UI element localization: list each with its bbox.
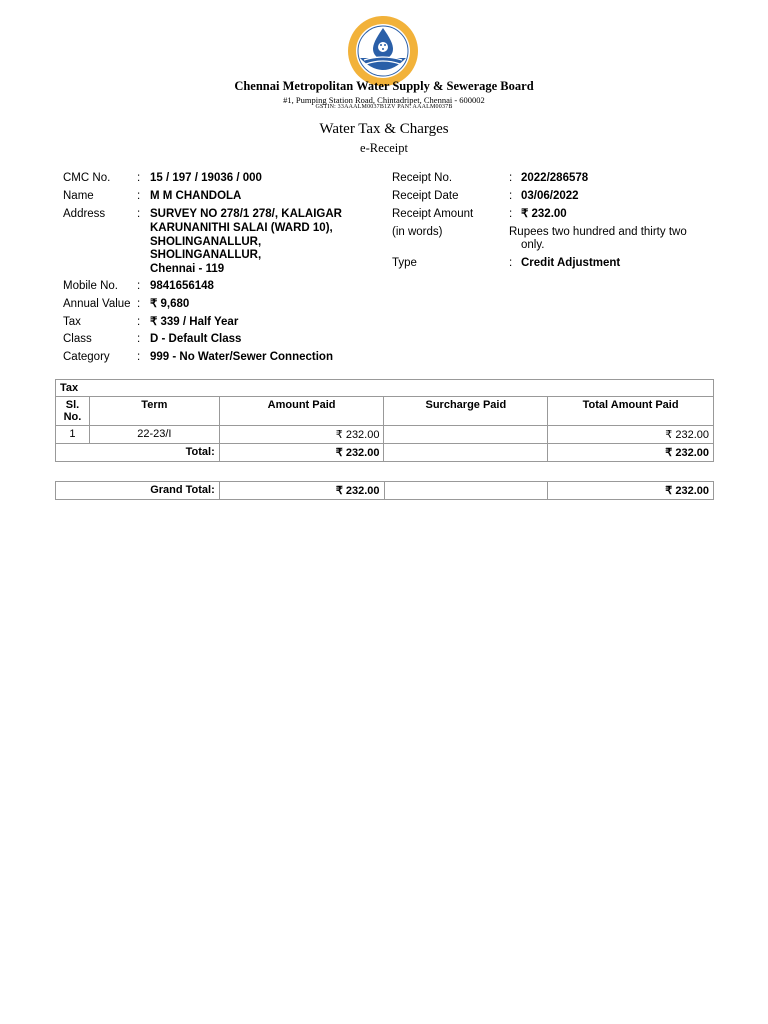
- name-value: M M CHANDOLA: [150, 190, 242, 202]
- class-value: D - Default Class: [150, 333, 242, 345]
- total-amount-paid-cell: ₹ 232.00: [548, 426, 714, 444]
- mobile-label: Mobile No.: [63, 280, 118, 292]
- colon: :: [137, 208, 141, 220]
- address-label: Address: [63, 208, 106, 220]
- colon: :: [509, 172, 513, 184]
- tax-table: [55, 379, 714, 462]
- table-header-row: [56, 397, 714, 426]
- type-label: Type: [392, 257, 417, 269]
- colon: :: [509, 190, 513, 202]
- type-value: Credit Adjustment: [521, 257, 621, 269]
- document-subtitle: e-Receipt: [360, 141, 408, 155]
- grand-total-row: [56, 482, 714, 500]
- colon: :: [509, 257, 513, 269]
- tax-value: ₹ 339 / Half Year: [150, 316, 239, 328]
- receipt-no-label: Receipt No.: [392, 172, 453, 184]
- address-line-4: SHOLINGANALLUR,: [150, 249, 262, 261]
- amount-paid-cell: ₹ 232.00: [219, 426, 384, 444]
- cmwssb-seal-icon: [346, 14, 420, 88]
- total-surcharge-paid: [384, 444, 548, 462]
- term-header: Term: [89, 397, 219, 426]
- colon: :: [137, 351, 141, 363]
- grand-total-total-amount-paid: ₹ 232.00: [548, 482, 714, 500]
- cmc-no-value: 15 / 197 / 19036 / 000: [150, 172, 262, 184]
- receipt-amount-value: ₹ 232.00: [521, 208, 567, 220]
- tax-section-title: Tax: [56, 380, 714, 397]
- in-words-label: (in words): [392, 226, 443, 238]
- sl-no-header: Sl. No.: [56, 397, 90, 426]
- address-line-5: Chennai - 119: [150, 263, 225, 275]
- colon: :: [137, 172, 141, 184]
- grand-total-surcharge-paid: [384, 482, 548, 500]
- receipt-amount-label: Receipt Amount: [392, 208, 474, 220]
- org-name: Chennai Metropolitan Water Supply & Sewerage Board: [234, 79, 534, 93]
- name-label: Name: [63, 190, 94, 202]
- org-gstin: GSTIN: 33AAALM0037B1ZV PAN: AAALM0037B: [315, 104, 453, 110]
- tax-label: Tax: [63, 316, 81, 328]
- total-amount-paid: ₹ 232.00: [219, 444, 384, 462]
- colon: :: [509, 208, 513, 220]
- total-total-amount-paid: ₹ 232.00: [548, 444, 714, 462]
- address-line-2: KARUNANITHI SALAI (WARD 10),: [150, 222, 333, 234]
- document-title: Water Tax & Charges: [319, 121, 449, 137]
- in-words-line-1: Rupees two hundred and thirty two: [509, 226, 687, 238]
- grand-total-label: Grand Total:: [56, 482, 220, 500]
- receipt-no-value: 2022/286578: [521, 172, 589, 184]
- org-address: #1, Pumping Station Road, Chintadripet, Chennai - 600002: [283, 95, 485, 105]
- grand-total-amount-paid: ₹ 232.00: [219, 482, 384, 500]
- tax-section-row: [56, 380, 714, 397]
- receipt-date-value: 03/06/2022: [521, 190, 579, 202]
- colon: :: [137, 316, 141, 328]
- term-cell: 22-23/I: [89, 426, 219, 444]
- colon: :: [137, 298, 141, 310]
- category-label: Category: [63, 351, 110, 363]
- surcharge-paid-cell: [384, 426, 548, 444]
- total-row: [56, 444, 714, 462]
- mobile-value: 9841656148: [150, 280, 214, 292]
- amount-paid-header: Amount Paid: [219, 397, 384, 426]
- address-line-1: SURVEY NO 278/1 278/, KALAIGAR: [150, 208, 342, 220]
- address-line-3: SHOLINGANALLUR,: [150, 236, 262, 248]
- class-label: Class: [63, 333, 92, 345]
- surcharge-paid-header: Surcharge Paid: [384, 397, 548, 426]
- receipt-date-label: Receipt Date: [392, 190, 459, 202]
- annual-value-value: ₹ 9,680: [150, 298, 190, 310]
- annual-value-label: Annual Value: [63, 298, 131, 310]
- colon: :: [137, 280, 141, 292]
- sl-no-cell: 1: [56, 426, 90, 444]
- table-row: [56, 426, 714, 444]
- cmc-no-label: CMC No.: [63, 172, 111, 184]
- colon: :: [137, 333, 141, 345]
- total-label: Total:: [56, 444, 220, 462]
- total-amount-paid-header: Total Amount Paid: [548, 397, 714, 426]
- grand-total-table: [55, 481, 714, 500]
- category-value: 999 - No Water/Sewer Connection: [150, 351, 333, 363]
- colon: :: [137, 190, 141, 202]
- in-words-line-2: only.: [521, 239, 545, 251]
